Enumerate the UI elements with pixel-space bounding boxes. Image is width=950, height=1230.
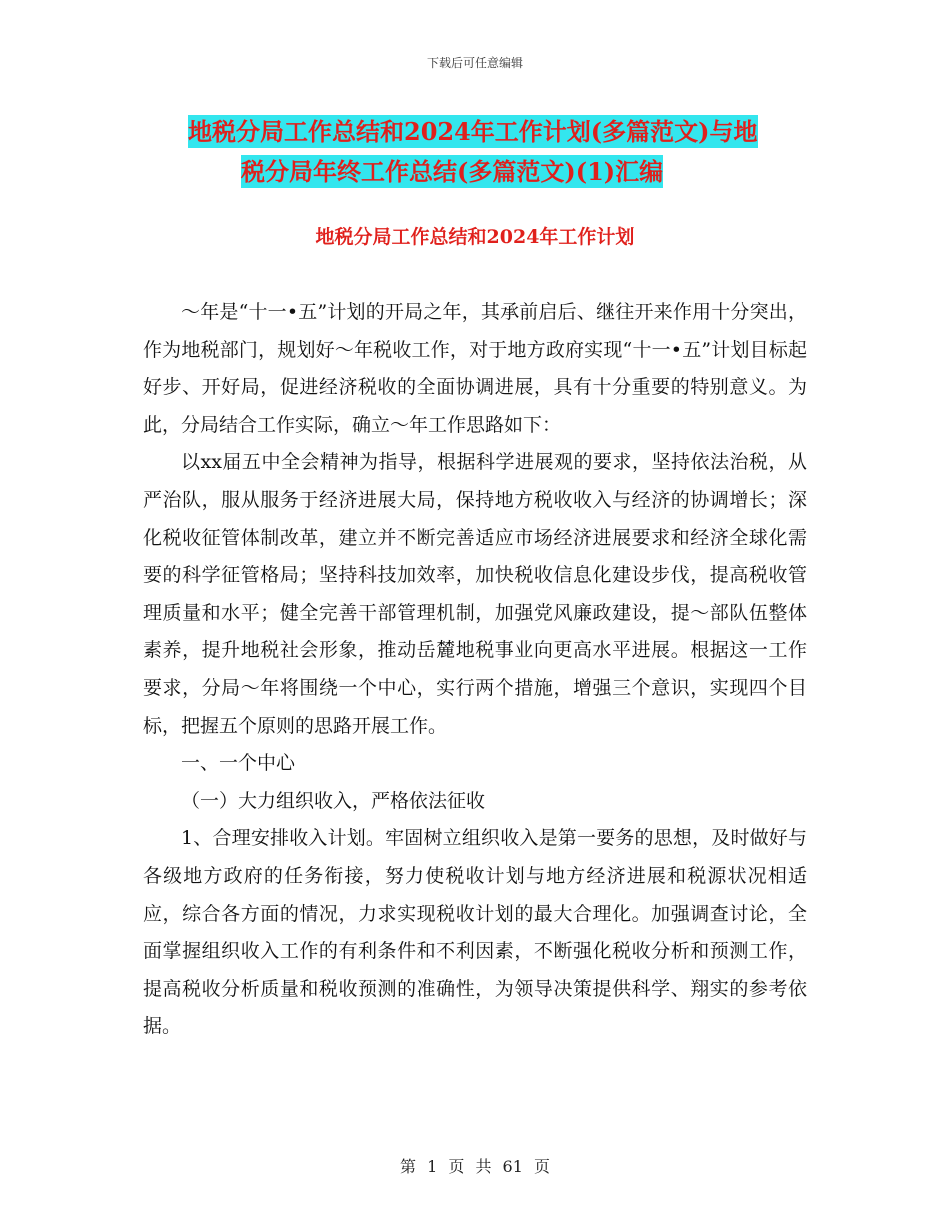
subheading-organize-revenue: （一）大力组织收入，严格依法征收 [181, 789, 486, 812]
paragraph-revenue-plan: 1、合理安排收入计划。牢固树立组织收入是第一要务的思想，及时做好与各级地方政府的任务衔接，努力使税收计划与地方经济进展和税源状况相适应，综合各方面的情况，力求实现税收计划的最大合理化。加强调查讨论，全面掌握组织收入工作的有利条件和不利因素，不断强化税收分析和预测工作，提高税收分析质量和税收预测的准确性，为领导决策提供科学、翔实的参考依据。 [143, 827, 807, 1038]
paragraph-guideline: 以xx届五中全会精神为指导，根据科学进展观的要求，坚持依法治税，从严治队，服从服务于经济进展大局，保持地方税收收入与经济的协调增长；深化税收征管体制改革，建立并不断完善适应市场经济进展要求和经济全球化需要的科学征管格局；坚持科技加效率，加快税收信息化建设步伐，提高税收管理质量和水平；健全完善干部管理机制，加强党风廉政建设，提～部队伍整体素养，提升地税社会形象，推动岳麓地税事业向更高水平进展。根据这一工作要求，分局～年将围绕一个中心，实行两个措施，增强三个意识，实现四个目标，把握五个原则的思路开展工作。 [143, 451, 807, 737]
title-line-1: 地税分局工作总结和2024年工作计划(多篇范文)与地 [188, 117, 758, 146]
section-title: 地税分局工作总结和2024年工作计划 [315, 226, 635, 248]
body-text [143, 294, 807, 1046]
title-line-2: 税分局年终工作总结(多篇范文)(1)汇编 [241, 157, 664, 186]
heading-one-center: 一、一个中心 [181, 752, 296, 775]
document-title [188, 112, 828, 192]
paragraph-intro: ～年是“十一•五”计划的开局之年，其承前启后、继往开来作用十分突出，作为地税部门，规划好～年税收工作，对于地方政府实现“十一•五”计划目标起好步、开好局，促进经济税收的全面协调进展，具有十分重要的特别意义。为此，分局结合工作实际，确立～年工作思路如下： [143, 301, 807, 436]
page-number-footer: 第 1 页 共 61 页 [400, 1157, 550, 1176]
header-note: 下载后可任意编辑 [426, 56, 523, 70]
